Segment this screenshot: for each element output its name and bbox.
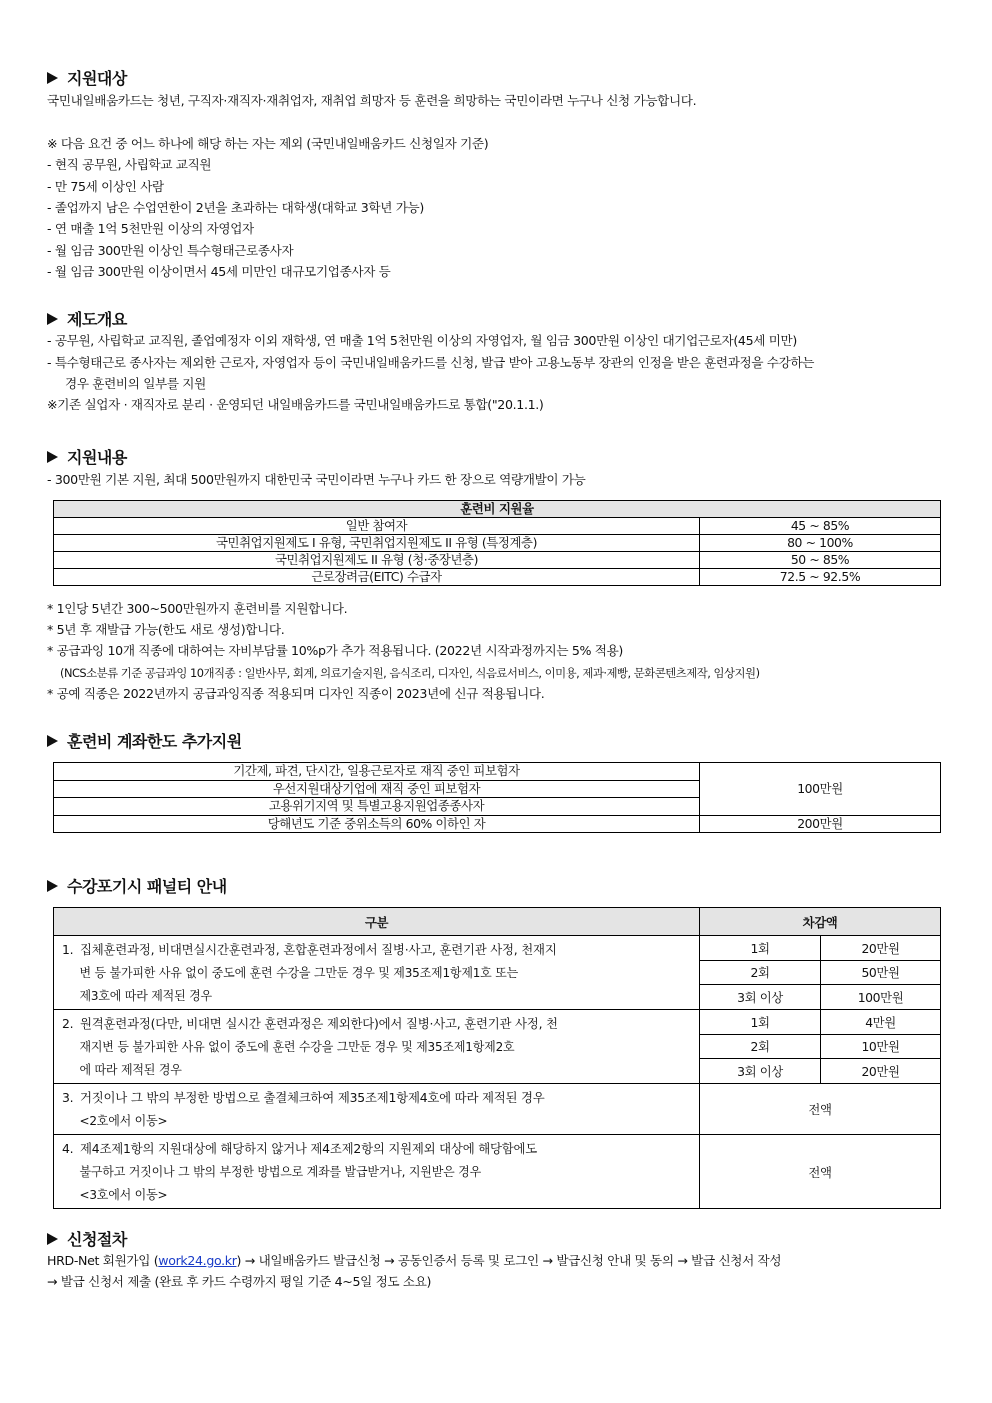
penalty-amount: 20만원 bbox=[821, 936, 941, 961]
penalty-count: 1회 bbox=[700, 936, 821, 961]
description-line: 불구하고 거짓이나 그 밖의 부정한 방법으로 계좌를 발급받거나, 지원받은 경우 bbox=[79, 1164, 482, 1179]
overview-line: - 공무원, 사립학교 교직원, 졸업예정자 이외 재학생, 연 매출 1억 5천만원 이상의 자영업자, 월 임금 300만원 이상인 대기업근로자(45세 미만) bbox=[47, 333, 797, 348]
penalty-count: 3회 이상 bbox=[700, 1059, 821, 1084]
procedure-line-2: → 발급 신청서 제출 (완료 후 카드 수령까지 평일 기준 4~5일 정도 소요) bbox=[47, 1274, 432, 1289]
penalty-description bbox=[54, 936, 700, 1010]
section-title-overview bbox=[47, 307, 127, 330]
support-rate: 50 ~ 85% bbox=[700, 552, 941, 569]
penalty-count: 2회 bbox=[700, 960, 821, 985]
table-row bbox=[54, 1084, 941, 1135]
penalty-count: 3회 이상 bbox=[700, 985, 821, 1010]
section-title-text: 제도개요 bbox=[67, 310, 127, 329]
extra-support-category: 고용위기지역 및 특별고용지원업종종사자 bbox=[54, 798, 700, 816]
penalty-description bbox=[54, 1135, 700, 1209]
penalty-amount: 10만원 bbox=[821, 1034, 941, 1059]
description-line: 변 등 불가피한 사유 없이 중도에 훈련 수강을 그만둔 경우 및 제35조제1항제1호 또는 bbox=[79, 965, 519, 980]
support-rate-table bbox=[53, 500, 941, 586]
description-line: <2호에서 이동> bbox=[79, 1113, 168, 1128]
section-title-text: 훈련비 계좌한도 추가지원 bbox=[67, 732, 242, 751]
penalty-amount: 전액 bbox=[700, 1135, 941, 1209]
exclusion-item: - 졸업까지 남은 수업연한이 2년을 초과하는 대학생(대학교 3학년 가능) bbox=[47, 200, 424, 215]
penalty-amount: 전액 bbox=[700, 1084, 941, 1135]
item-number: 3. bbox=[62, 1090, 74, 1105]
overview-line: - 특수형태근로 종사자는 제외한 근로자, 자영업자 등이 국민내일배움카드를 신청, 발급 받아 고용노동부 장관의 인정을 받은 훈련과정을 수강하는 bbox=[47, 355, 815, 370]
description-line: 원격훈련과정(다만, 비대면 실시간 훈련과정은 제외한다)에서 질병·사고, 훈련기관 사정, 천 bbox=[80, 1016, 558, 1031]
support-category: 일반 참여자 bbox=[54, 518, 700, 535]
penalty-description bbox=[54, 1010, 700, 1084]
extra-support-category: 우선지원대상기업에 재직 중인 피보험자 bbox=[54, 780, 700, 798]
table-row bbox=[54, 936, 941, 961]
work24-link[interactable]: work24.go.kr bbox=[158, 1253, 237, 1268]
table-row bbox=[54, 535, 941, 552]
support-note-detail: (NCS소분류 기준 공급과잉 10개직종 : 일반사무, 회계, 의료기술지원, 음식조리, 디자인, 식음료서비스, 이미용, 제과·제빵, 문화콘텐츠제작, 임상지원) bbox=[60, 666, 760, 680]
exclusion-item: - 월 임금 300만원 이상이면서 45세 미만인 대규모기업종사자 등 bbox=[47, 264, 391, 279]
table-row bbox=[54, 552, 941, 569]
procedure-text: ) → 내일배움카드 발급신청 → 공동인증서 등록 및 로그인 → 발급신청 안내 및 동의 → 발급 신청서 작성 bbox=[236, 1253, 782, 1268]
table-row bbox=[54, 815, 941, 833]
extra-support-table bbox=[53, 762, 941, 833]
section-title-procedure bbox=[47, 1227, 127, 1250]
description-line: <3호에서 이동> bbox=[79, 1187, 168, 1202]
procedure-line-1 bbox=[47, 1253, 781, 1269]
extra-support-amount: 100만원 bbox=[700, 763, 941, 816]
eligibility-note: ※ 다음 요건 중 어느 하나에 해당 하는 자는 제외 (국민내일배움카드 신청일자 기준) bbox=[47, 136, 489, 151]
table-row bbox=[54, 1010, 941, 1035]
penalty-description bbox=[54, 1084, 700, 1135]
exclusion-item: - 연 매출 1억 5천만원 이상의 자영업자 bbox=[47, 221, 254, 236]
table-row bbox=[54, 518, 941, 535]
item-number: 1. bbox=[62, 942, 74, 957]
extra-support-category: 기간제, 파견, 단시간, 일용근로자로 재직 중인 피보험자 bbox=[54, 763, 700, 781]
support-category: 국민취업지원제도 II 유형 (청·중장년층) bbox=[54, 552, 700, 569]
penalty-header-deduction: 차감액 bbox=[700, 908, 941, 936]
penalty-amount: 50만원 bbox=[821, 960, 941, 985]
section-title-eligibility bbox=[47, 66, 127, 89]
triangle-bullet-icon bbox=[47, 72, 58, 84]
penalty-count: 2회 bbox=[700, 1034, 821, 1059]
overview-line: 경우 훈련비의 일부를 지원 bbox=[65, 376, 206, 391]
triangle-bullet-icon bbox=[47, 1233, 58, 1245]
description-line: 제3호에 따라 제적된 경우 bbox=[79, 988, 212, 1003]
procedure-text: HRD-Net 회원가입 ( bbox=[47, 1253, 159, 1268]
support-rate-header: 훈련비 지원율 bbox=[54, 501, 941, 518]
extra-support-amount: 200만원 bbox=[700, 815, 941, 833]
support-intro: - 300만원 기본 지원, 최대 500만원까지 대한민국 국민이라면 누구나 카드 한 장으로 역량개발이 가능 bbox=[47, 472, 586, 487]
description-line: 거짓이나 그 밖의 부정한 방법으로 출결체크하여 제35조제1항제4호에 따라 제적된 경우 bbox=[80, 1090, 545, 1105]
item-number: 2. bbox=[62, 1016, 74, 1031]
section-title-text: 신청절차 bbox=[67, 1230, 127, 1249]
extra-support-category: 당해년도 기준 중위소득의 60% 이하인 자 bbox=[54, 815, 700, 833]
exclusion-item: - 현직 공무원, 사립학교 교직원 bbox=[47, 157, 212, 172]
exclusion-item: - 만 75세 이상인 사람 bbox=[47, 179, 164, 194]
table-row bbox=[54, 569, 941, 586]
penalty-table bbox=[53, 907, 941, 1209]
table-row bbox=[54, 763, 941, 781]
penalty-header-category: 구분 bbox=[54, 908, 700, 936]
triangle-bullet-icon bbox=[47, 313, 58, 325]
description-line: 에 따라 제적된 경우 bbox=[79, 1062, 182, 1077]
support-category: 근로장려금(EITC) 수급자 bbox=[54, 569, 700, 586]
penalty-amount: 20만원 bbox=[821, 1059, 941, 1084]
section-title-support bbox=[47, 445, 127, 468]
section-title-text: 지원내용 bbox=[67, 448, 127, 467]
table-row bbox=[54, 1135, 941, 1209]
triangle-bullet-icon bbox=[47, 735, 58, 747]
overview-note: ※기존 실업자 · 재직자로 분리 · 운영되던 내일배움카드를 국민내일배움카드로 통합("20.1.1.) bbox=[47, 397, 544, 412]
support-rate: 80 ~ 100% bbox=[700, 535, 941, 552]
support-note: * 5년 후 재발급 가능(한도 새로 생성)합니다. bbox=[47, 622, 285, 637]
penalty-amount: 4만원 bbox=[821, 1010, 941, 1035]
eligibility-intro: 국민내일배움카드는 청년, 구직자·재직자·재취업자, 재취업 희망자 등 훈련을 희망하는 국민이라면 누구나 신청 가능합니다. bbox=[47, 93, 697, 108]
section-title-penalty bbox=[47, 874, 227, 897]
penalty-amount: 100만원 bbox=[821, 985, 941, 1010]
description-line: 재지변 등 불가피한 사유 없이 중도에 훈련 수강을 그만둔 경우 및 제35조제1항제2호 bbox=[79, 1039, 515, 1054]
penalty-count: 1회 bbox=[700, 1010, 821, 1035]
triangle-bullet-icon bbox=[47, 880, 58, 892]
item-number: 4. bbox=[62, 1141, 74, 1156]
triangle-bullet-icon bbox=[47, 451, 58, 463]
support-note: * 공급과잉 10개 직종에 대하여는 자비부담률 10%p가 추가 적용됩니다. (2022년 시작과정까지는 5% 적용) bbox=[47, 643, 623, 658]
section-title-text: 지원대상 bbox=[67, 69, 127, 88]
description-line: 제4조제1항의 지원대상에 해당하지 않거나 제4조제2항의 지원제외 대상에 해당함에도 bbox=[80, 1141, 538, 1156]
support-note: * 1인당 5년간 300~500만원까지 훈련비를 지원합니다. bbox=[47, 601, 348, 616]
support-rate: 72.5 ~ 92.5% bbox=[700, 569, 941, 586]
description-line: 집체훈련과정, 비대면실시간훈련과정, 혼합훈련과정에서 질병·사고, 훈련기관 사정, 천재지 bbox=[80, 942, 557, 957]
support-note: * 공예 직종은 2022년까지 공급과잉직종 적용되며 디자인 직종이 2023년에 신규 적용됩니다. bbox=[47, 686, 545, 701]
section-title-text: 수강포기시 패널티 안내 bbox=[67, 877, 227, 896]
support-rate: 45 ~ 85% bbox=[700, 518, 941, 535]
section-title-extra-support bbox=[47, 729, 242, 752]
support-category: 국민취업지원제도 I 유형, 국민취업지원제도 II 유형 (특정계층) bbox=[54, 535, 700, 552]
exclusion-item: - 월 임금 300만원 이상인 특수형태근로종사자 bbox=[47, 243, 294, 258]
